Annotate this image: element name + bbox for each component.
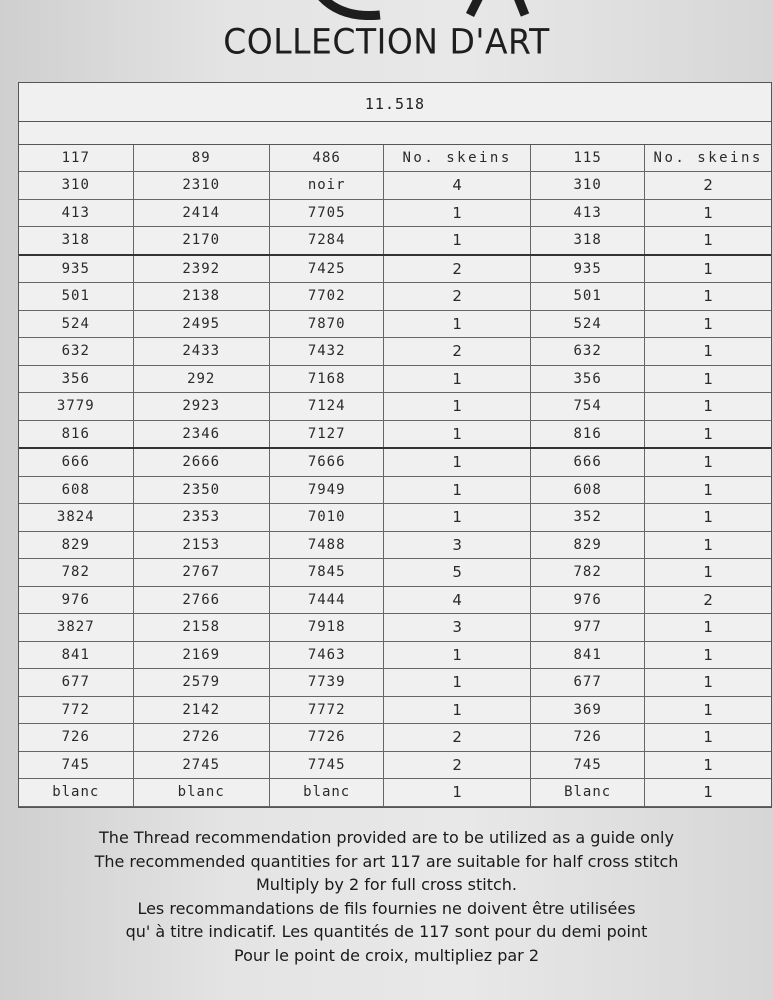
thread-code-cell: 7284 <box>269 227 384 255</box>
skein-count-cell: 1 <box>645 448 771 476</box>
skein-count-cell: 3 <box>384 614 530 642</box>
thread-code-cell: 524 <box>19 310 133 338</box>
thread-code-cell: 7124 <box>269 393 384 421</box>
thread-code-cell: 7488 <box>269 531 384 559</box>
thread-code-cell: 318 <box>530 227 645 255</box>
skein-count-cell: 1 <box>645 504 771 532</box>
thread-code-cell: 310 <box>530 172 645 200</box>
thread-code-cell: 2346 <box>133 420 269 448</box>
thread-code-cell: 3824 <box>19 504 133 532</box>
thread-code-cell: 782 <box>19 559 133 587</box>
thread-code-cell: 2726 <box>133 724 269 752</box>
thread-code-cell: 7666 <box>269 448 384 476</box>
note-line: Les recommandations de fils fournies ne doivent être utilisées <box>137 898 636 918</box>
thread-code-cell: 7705 <box>269 199 384 227</box>
table-row <box>19 614 771 642</box>
table-row <box>19 504 771 532</box>
thread-code-cell: 7726 <box>269 724 384 752</box>
table-row <box>19 779 771 807</box>
thread-code-cell: 782 <box>530 559 645 587</box>
thread-code-cell: 816 <box>19 420 133 448</box>
skein-count-cell: 1 <box>645 310 771 338</box>
thread-code-cell: 976 <box>530 586 645 614</box>
thread-code-cell: 7739 <box>269 669 384 697</box>
skein-count-cell: 1 <box>384 448 530 476</box>
skein-count-cell: 4 <box>384 586 530 614</box>
thread-code-cell: 7918 <box>269 614 384 642</box>
thread-code-cell: 7745 <box>269 751 384 779</box>
skein-count-cell: 2 <box>384 724 530 752</box>
thread-code-cell: 524 <box>530 310 645 338</box>
skein-count-cell: 1 <box>645 751 771 779</box>
thread-code-cell: 292 <box>133 365 269 393</box>
skein-count-cell: 1 <box>384 199 530 227</box>
thread-code-cell: 501 <box>19 283 133 311</box>
thread-code-cell: 841 <box>19 641 133 669</box>
thread-code-cell: 7425 <box>269 255 384 283</box>
thread-code-cell: 677 <box>19 669 133 697</box>
thread-code-cell: 2350 <box>133 476 269 504</box>
note-line: Multiply by 2 for full cross stitch. <box>256 875 517 895</box>
skein-count-cell: 3 <box>384 531 530 559</box>
thread-code-cell: 352 <box>530 504 645 532</box>
skein-count-cell: 1 <box>645 393 771 421</box>
thread-code-cell: 829 <box>530 531 645 559</box>
thread-code-cell: 2170 <box>133 227 269 255</box>
thread-code-cell: 369 <box>530 696 645 724</box>
thread-code-cell: 2579 <box>133 669 269 697</box>
column-header: No. skeins <box>645 145 771 172</box>
skein-count-cell: 1 <box>645 614 771 642</box>
thread-code-cell: 2392 <box>133 255 269 283</box>
thread-code-cell: 2495 <box>133 310 269 338</box>
thread-code-cell: 632 <box>530 338 645 366</box>
skein-count-cell: 1 <box>384 669 530 697</box>
thread-code-cell: 2745 <box>133 751 269 779</box>
thread-code-cell: 7168 <box>269 365 384 393</box>
skein-count-cell: 1 <box>384 779 530 807</box>
column-header: 89 <box>133 145 269 172</box>
thread-code-cell: 356 <box>19 365 133 393</box>
skein-count-cell: 1 <box>645 724 771 752</box>
blank-row <box>19 122 771 145</box>
thread-code-cell: 7870 <box>269 310 384 338</box>
thread-code-cell: 2138 <box>133 283 269 311</box>
skein-count-cell: 2 <box>384 255 530 283</box>
thread-code-cell: 816 <box>530 420 645 448</box>
thread-code-cell: 829 <box>19 531 133 559</box>
skein-count-cell: 1 <box>384 696 530 724</box>
thread-code-cell: 7702 <box>269 283 384 311</box>
table-row <box>19 338 771 366</box>
column-header: No. skeins <box>384 145 530 172</box>
table-row <box>19 393 771 421</box>
thread-code-cell: 356 <box>530 365 645 393</box>
table-row <box>19 476 771 504</box>
table-row <box>19 255 771 283</box>
skein-count-cell: 1 <box>645 779 771 807</box>
table-row <box>19 724 771 752</box>
skein-count-cell: 2 <box>384 338 530 366</box>
thread-code-cell: 2414 <box>133 199 269 227</box>
thread-code-cell: 2666 <box>133 448 269 476</box>
thread-code-cell: 7772 <box>269 696 384 724</box>
thread-code-cell: 2153 <box>133 531 269 559</box>
thread-code-cell: 318 <box>19 227 133 255</box>
thread-code-cell: 3827 <box>19 614 133 642</box>
skein-count-cell: 1 <box>384 310 530 338</box>
thread-code-cell: 772 <box>19 696 133 724</box>
skein-count-cell: 1 <box>645 199 771 227</box>
skein-count-cell: 1 <box>384 476 530 504</box>
table-row <box>19 310 771 338</box>
thread-code-cell: 726 <box>19 724 133 752</box>
skein-count-cell: 1 <box>645 420 771 448</box>
column-header: 115 <box>530 145 645 172</box>
thread-code-cell: 7949 <box>269 476 384 504</box>
thread-code-cell: 754 <box>530 393 645 421</box>
thread-code-cell: noir <box>269 172 384 200</box>
thread-code-cell: blanc <box>269 779 384 807</box>
thread-code-cell: 935 <box>530 255 645 283</box>
brand-name: COLLECTION D'ART <box>223 21 550 62</box>
skein-count-cell: 2 <box>384 751 530 779</box>
thread-code-cell: 841 <box>530 641 645 669</box>
skein-count-cell: 1 <box>384 393 530 421</box>
usage-notes <box>0 826 773 968</box>
thread-code-cell: 310 <box>19 172 133 200</box>
thread-code-cell: 976 <box>19 586 133 614</box>
thread-code-cell: 7127 <box>269 420 384 448</box>
skein-count-cell: 2 <box>384 283 530 311</box>
skein-count-cell: 1 <box>384 227 530 255</box>
note-line: The Thread recommendation provided are to be utilized as a guide only <box>99 828 674 847</box>
thread-code-cell: 7845 <box>269 559 384 587</box>
thread-code-cell: 413 <box>19 199 133 227</box>
thread-code-cell: blanc <box>133 779 269 807</box>
thread-code-cell: 2766 <box>133 586 269 614</box>
table-row <box>19 531 771 559</box>
skein-count-cell: 1 <box>645 227 771 255</box>
skein-count-cell: 1 <box>384 365 530 393</box>
table-row <box>19 751 771 779</box>
table-row <box>19 669 771 697</box>
table-row <box>19 559 771 587</box>
table-row <box>19 586 771 614</box>
table-row <box>19 641 771 669</box>
thread-code-cell: 2353 <box>133 504 269 532</box>
skein-count-cell: 2 <box>645 172 771 200</box>
thread-table <box>19 145 771 807</box>
thread-conversion-sheet <box>18 82 772 808</box>
thread-code-cell: 745 <box>19 751 133 779</box>
thread-code-cell: blanc <box>19 779 133 807</box>
thread-code-cell: 632 <box>19 338 133 366</box>
skein-count-cell: 1 <box>645 559 771 587</box>
brand-logo <box>270 0 570 20</box>
table-header-row <box>19 145 771 172</box>
skein-count-cell: 1 <box>645 696 771 724</box>
thread-code-cell: 7010 <box>269 504 384 532</box>
thread-code-cell: 3779 <box>19 393 133 421</box>
thread-code-cell: 977 <box>530 614 645 642</box>
table-row <box>19 283 771 311</box>
skein-count-cell: 5 <box>384 559 530 587</box>
skein-count-cell: 1 <box>645 641 771 669</box>
thread-code-cell: 666 <box>530 448 645 476</box>
thread-code-cell: 935 <box>19 255 133 283</box>
table-row <box>19 448 771 476</box>
thread-code-cell: 2310 <box>133 172 269 200</box>
skein-count-cell: 1 <box>645 669 771 697</box>
skein-count-cell: 1 <box>384 641 530 669</box>
sheet-title: 11.518 <box>19 83 771 122</box>
table-row <box>19 172 771 200</box>
thread-code-cell: 7432 <box>269 338 384 366</box>
note-line: qu' à titre indicatif. Les quantités de 117 sont pour du demi point <box>125 922 648 942</box>
skein-count-cell: 1 <box>645 338 771 366</box>
thread-code-cell: 2433 <box>133 338 269 366</box>
thread-code-cell: 7463 <box>269 641 384 669</box>
thread-code-cell: 608 <box>19 476 133 504</box>
table-row <box>19 696 771 724</box>
table-row <box>19 227 771 255</box>
thread-code-cell: 413 <box>530 199 645 227</box>
table-row <box>19 199 771 227</box>
thread-code-cell: 677 <box>530 669 645 697</box>
skein-count-cell: 1 <box>645 365 771 393</box>
thread-code-cell: 2142 <box>133 696 269 724</box>
skein-count-cell: 2 <box>645 586 771 614</box>
note-line: Pour le point de croix, multipliez par 2 <box>234 945 539 965</box>
table-row <box>19 365 771 393</box>
skein-count-cell: 1 <box>645 283 771 311</box>
thread-code-cell: Blanc <box>530 779 645 807</box>
thread-code-cell: 666 <box>19 448 133 476</box>
note-line: The recommended quantities for art 117 are suitable for half cross stitch <box>94 851 679 871</box>
thread-code-cell: 608 <box>530 476 645 504</box>
skein-count-cell: 1 <box>645 255 771 283</box>
skein-count-cell: 4 <box>384 172 530 200</box>
column-header: 117 <box>19 145 133 172</box>
table-row <box>19 420 771 448</box>
skein-count-cell: 1 <box>645 476 771 504</box>
skein-count-cell: 1 <box>384 420 530 448</box>
thread-code-cell: 745 <box>530 751 645 779</box>
thread-code-cell: 2923 <box>133 393 269 421</box>
thread-code-cell: 501 <box>530 283 645 311</box>
column-header: 486 <box>269 145 384 172</box>
thread-code-cell: 726 <box>530 724 645 752</box>
skein-count-cell: 1 <box>384 504 530 532</box>
thread-code-cell: 2169 <box>133 641 269 669</box>
skein-count-cell: 1 <box>645 531 771 559</box>
thread-code-cell: 2158 <box>133 614 269 642</box>
thread-code-cell: 7444 <box>269 586 384 614</box>
thread-code-cell: 2767 <box>133 559 269 587</box>
